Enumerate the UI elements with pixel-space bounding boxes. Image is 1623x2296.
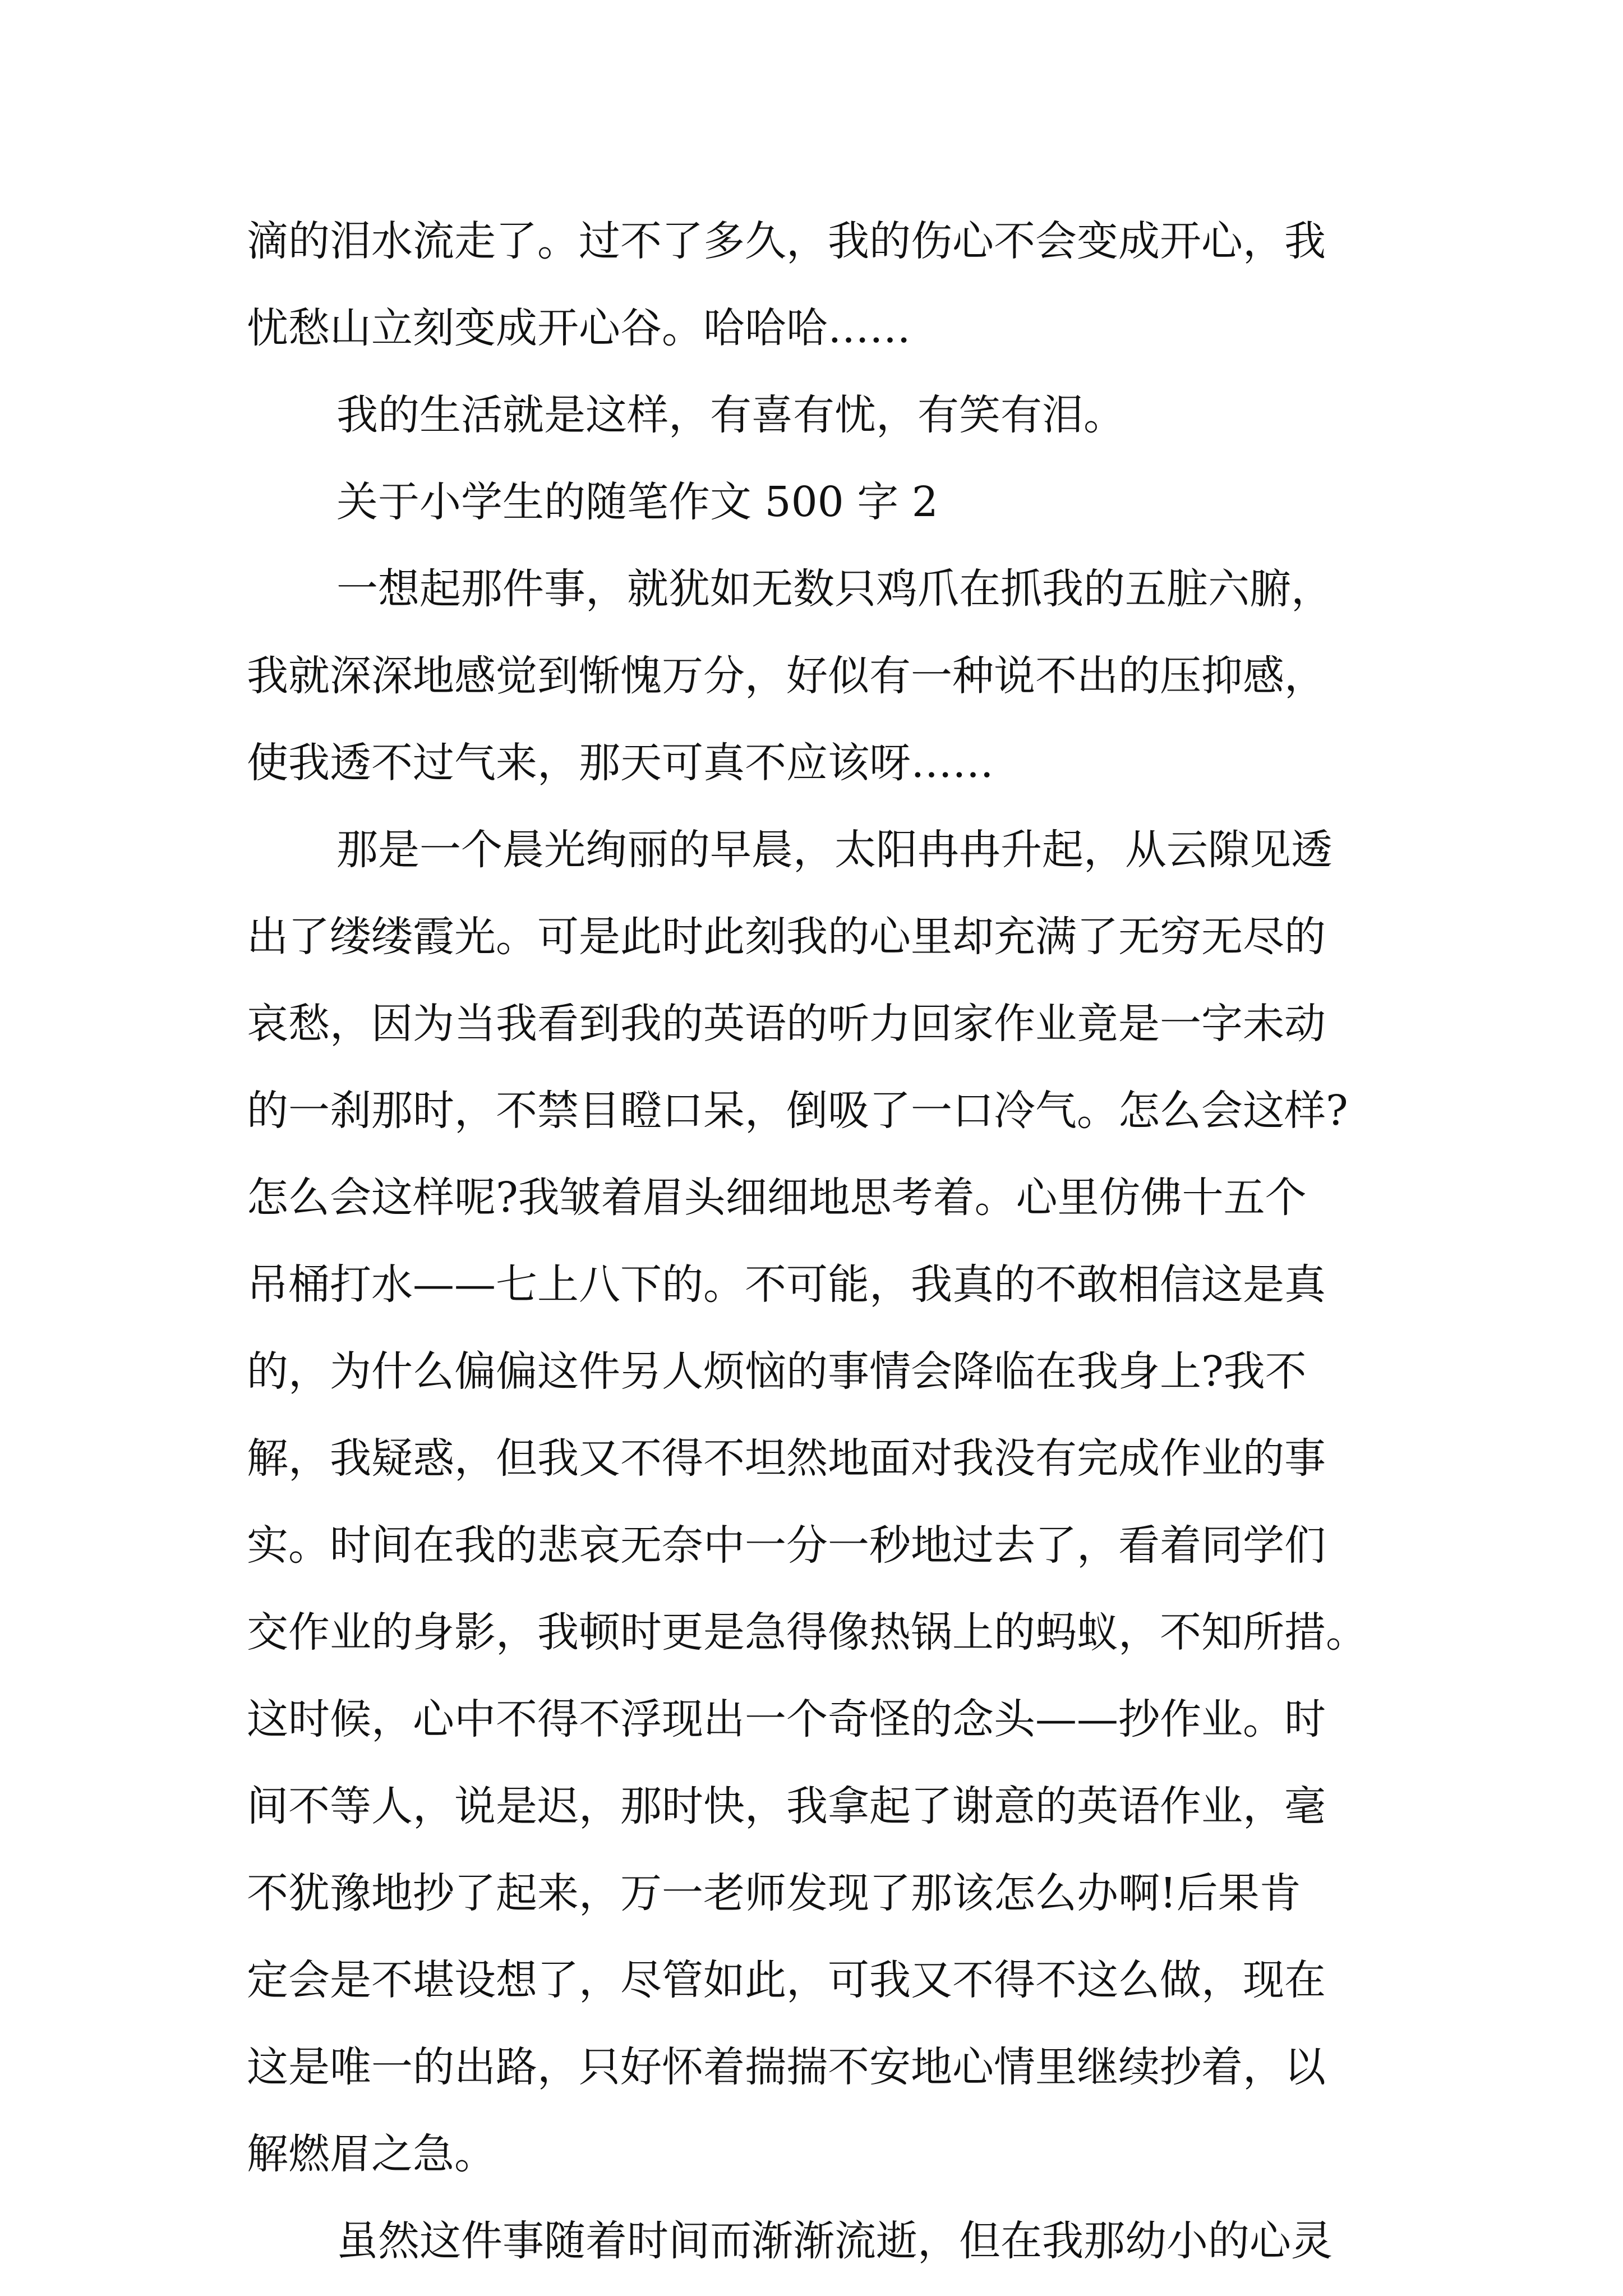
text-line: 虽然这件事随着时间而渐渐流逝，但在我那幼小的心灵 xyxy=(336,2217,1332,2265)
text-line: 不犹豫地抄了起来，万一老师发现了那该怎么办啊!后果肯 xyxy=(247,1869,1301,1917)
text-line: 解，我疑惑，但我又不得不坦然地面对我没有完成作业的事 xyxy=(247,1434,1326,1483)
text-line: 一想起那件事，就犹如无数只鸡爪在抓我的五脏六腑， xyxy=(336,565,1332,613)
text-line: 使我透不过气来，那天可真不应该呀…… xyxy=(247,739,994,787)
text-line: 的，为什么偏偏这件另人烦恼的事情会降临在我身上?我不 xyxy=(247,1347,1307,1396)
text-line: 滴的泪水流走了。过不了多久，我的伤心不会变成开心，我 xyxy=(247,217,1326,265)
text-line: 我就深深地感觉到惭愧万分，好似有一种说不出的压抑感， xyxy=(247,652,1326,700)
text-line: 出了缕缕霞光。可是此时此刻我的心里却充满了无穷无尽的 xyxy=(247,913,1326,961)
text-line: 这时候，心中不得不浮现出一个奇怪的念头——抄作业。时 xyxy=(247,1695,1326,1743)
text-line: 怎么会这样呢?我皱着眉头细细地思考着。心里仿佛十五个 xyxy=(247,1174,1307,1222)
text-line: 间不等人，说是迟，那时快，我拿起了谢意的英语作业，毫 xyxy=(247,1782,1326,1830)
text-line: 这是唯一的出路，只好怀着揣揣不安地心情里继续抄着，以 xyxy=(247,2043,1326,2091)
text-line: 交作业的身影，我顿时更是急得像热锅上的蚂蚁，不知所措。 xyxy=(247,1608,1367,1657)
text-line: 定会是不堪设想了，尽管如此，可我又不得不这么做，现在 xyxy=(247,1956,1326,2004)
text-line: 的一刹那时，不禁目瞪口呆，倒吸了一口冷气。怎么会这样? xyxy=(247,1087,1348,1135)
text-line: 解燃眉之急。 xyxy=(247,2130,496,2178)
text-line: 实。时间在我的悲哀无奈中一分一秒地过去了，看着同学们 xyxy=(247,1521,1326,1570)
text-line: 我的生活就是这样，有喜有忧，有笑有泪。 xyxy=(336,391,1125,439)
text-line: 吊桶打水——七上八下的。不可能，我真的不敢相信这是真 xyxy=(247,1260,1326,1309)
text-line: 哀愁，因为当我看到我的英语的听力回家作业竟是一字未动 xyxy=(247,1000,1326,1048)
text-line: 那是一个晨光绚丽的早晨，太阳冉冉升起，从云隙见透 xyxy=(336,826,1332,874)
section-heading: 关于小学生的随笔作文 500 字 2 xyxy=(336,478,938,526)
text-line: 忧愁山立刻变成开心谷。哈哈哈…… xyxy=(247,304,911,352)
